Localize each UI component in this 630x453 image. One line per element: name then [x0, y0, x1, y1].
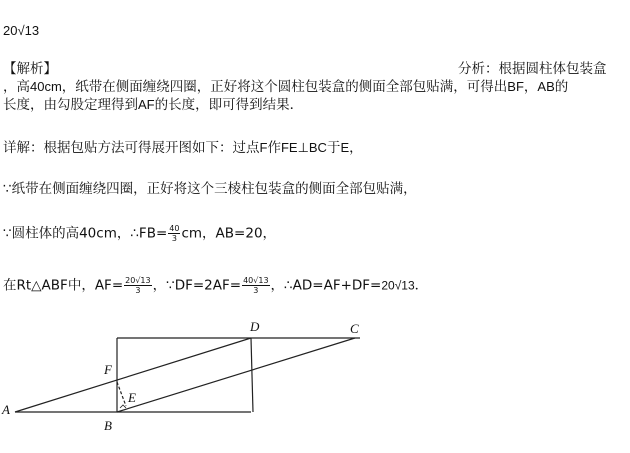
fb-fraction: $\frac{40}{3}$ — [169, 224, 180, 243]
dashed-f-e — [117, 382, 126, 406]
detail-line-2: ∵纸带在侧面缠绕四圈，正好将这个三棱柱包装盒的侧面全部包贴满， — [3, 181, 417, 197]
detail-verb: 作 — [267, 140, 281, 156]
detail-comma: ， — [349, 140, 363, 156]
point-f: F — [259, 140, 268, 155]
ab-term: AB — [537, 79, 555, 94]
fe-perp-bc: FE⊥BC — [280, 140, 327, 155]
detail-intro: 详解：根据包贴方法可得展开图如下：过点 — [3, 140, 260, 156]
bf-term: BF — [507, 79, 524, 94]
label-c: C — [350, 321, 359, 336]
label-e: E — [128, 390, 136, 405]
label-a: A — [2, 402, 10, 417]
df-fraction: $\frac{40√13}{3}$ — [243, 276, 269, 295]
analysis-line2-b: 的长度，即可得到结果． — [154, 97, 304, 113]
label-f: F — [104, 362, 112, 377]
answer-value: 20√13 — [3, 23, 40, 38]
af-term: AF — [138, 97, 155, 112]
ad-result: 20√13 — [381, 278, 415, 293]
solution-heading: 【解析】 — [3, 61, 57, 77]
line-b-c — [117, 338, 355, 412]
label-d: D — [250, 319, 260, 334]
analysis-label: 分析：根据圆柱体包装盒 — [458, 61, 607, 77]
period: ． — [414, 277, 429, 294]
detail-at: 于 — [326, 140, 341, 156]
rt-triangle-text: 在Rt△ABF中，AF= — [3, 277, 124, 294]
fb-unit: cm，AB=20， — [181, 225, 277, 242]
df-text: ，∵DF=2AF= — [152, 277, 242, 294]
rect-right-edge — [251, 338, 253, 412]
height-statement: ∵圆柱体的高40cm，∴FB= — [3, 225, 168, 242]
af-fraction: $\frac{20√13}{3}$ — [125, 276, 151, 295]
analysis-line2-a: 长度，由勾股定理得到 — [3, 97, 138, 113]
analysis-prefix: ，高 — [3, 79, 30, 95]
height-value: 40cm — [30, 79, 62, 94]
analysis-end: 的 — [554, 79, 569, 95]
right-angle-mark — [120, 405, 126, 408]
analysis-text: ，纸带在侧面缠绕四圈，正好将这个圆柱包装盒的侧面全部包贴满，可得出 — [61, 79, 508, 95]
point-e: E — [340, 140, 350, 155]
label-b: B — [104, 418, 112, 433]
separator: ， — [523, 79, 538, 95]
ad-text: ，∴AD=AF+DF= — [270, 277, 382, 294]
